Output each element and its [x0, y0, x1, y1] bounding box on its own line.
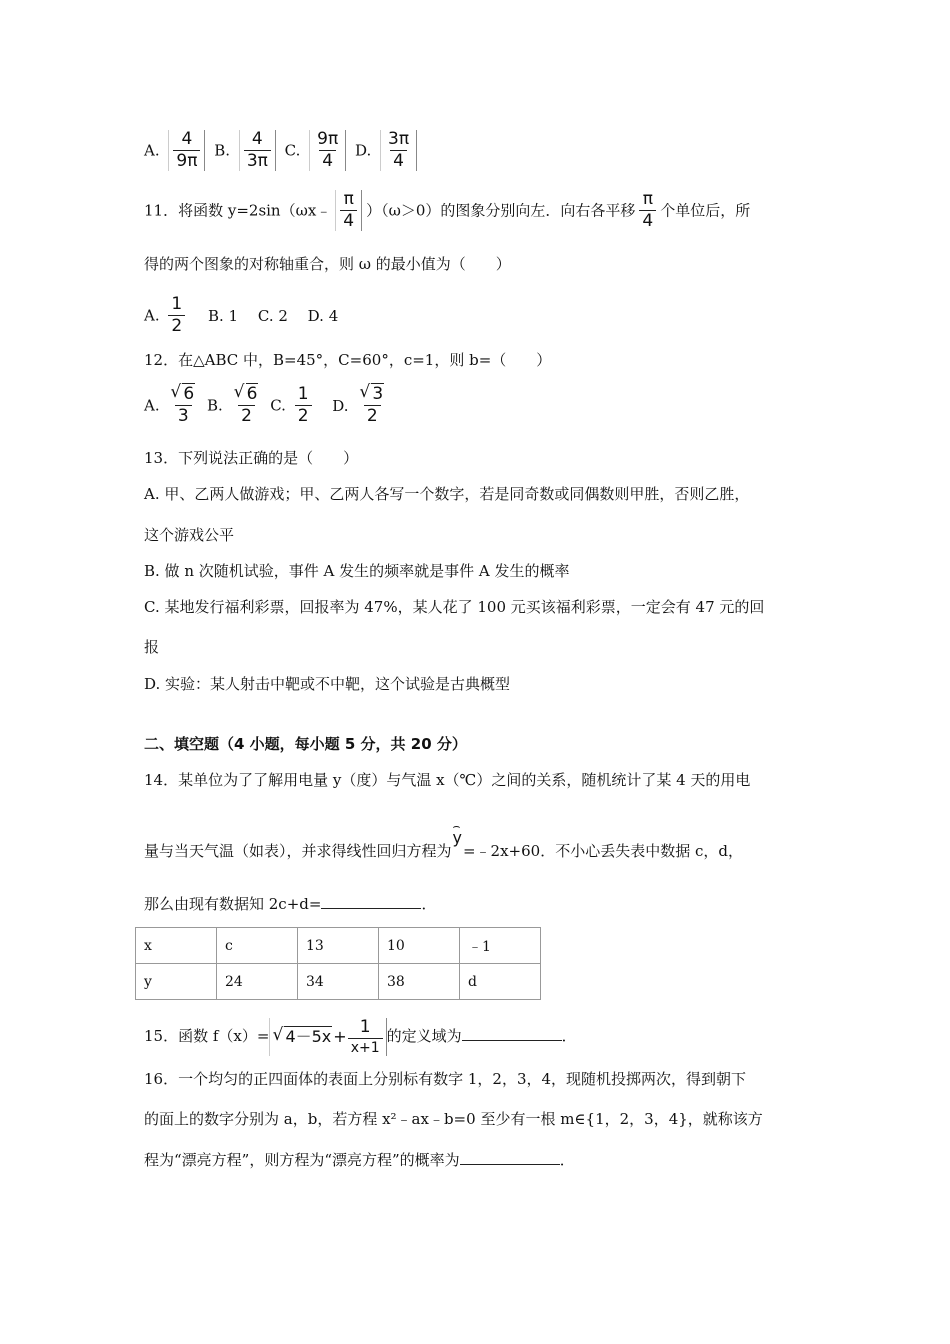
table-row: [136, 964, 541, 1000]
table-cell: 38: [379, 964, 460, 1000]
q10-option-d-label: D.: [355, 141, 372, 160]
q10-option-d-fraction: $\frac{3\pi}{4}$: [380, 130, 417, 171]
q14-line1: 14．某单位为了了解用电量 y（度）与气温 x（℃）之间的关系，随机统计了某 4 天的用电: [144, 771, 751, 789]
q12-option-c-fraction: $\frac{1}{2}$: [295, 385, 312, 426]
q13-option-a-line1: A. 甲、乙两人做游戏；甲、乙两人各写一个数字，若是同奇数或同偶数则甲胜，否则乙胜，: [144, 485, 750, 503]
q11-stem-line2: 得的两个图象的对称轴重合，则 ω 的最小值为（ ）: [144, 255, 511, 273]
table-cell: c: [217, 928, 298, 964]
q11-shift-fraction: $\frac{\pi}{4}$: [639, 190, 656, 231]
table-cell: d: [460, 964, 541, 1000]
table-cell: 13: [298, 928, 379, 964]
q16-line2: 的面上的数字分别为 a，b，若方程 x²﹣ax﹣b=0 至少有一根 m∈{1，2，3，4}，就称该方: [144, 1110, 763, 1128]
q12-option-b-fraction: √ $\frac{6}{2}$: [232, 385, 262, 426]
table-cell: ﹣1: [460, 928, 541, 964]
q15-answer-blank[interactable]: [462, 1026, 562, 1041]
q10-option-b-label: B.: [214, 141, 231, 160]
q10-option-c-fraction: $\frac{9\pi}{4}$: [309, 130, 346, 171]
q16-line1: 16．一个均匀的正四面体的表面上分别标有数字 1，2，3，4，现随机投掷两次，得到朝下: [144, 1070, 747, 1088]
table-row: [136, 928, 541, 964]
q14-line2: 量与当天气温（如表），并求得线性回归方程为⌢ y=﹣2x+60．不小心丢失表中数据 c，d，: [144, 840, 743, 861]
q10-options: [144, 130, 421, 171]
y-hat-symbol: ⌢ y: [453, 828, 462, 848]
q11-pi-over-4: $\frac{\pi}{4}$: [335, 190, 362, 231]
q13-option-c-line1: C. 某地发行福利彩票，回报率为 47%，某人花了 100 元买该福利彩票，一定会有 47 元的回: [144, 598, 765, 616]
q11-option-a-fraction: $\frac{1}{2}$: [168, 295, 185, 336]
q12-stem: 12．在△ABC 中，B=45°，C=60°，c=1，则 b=（ ）: [144, 351, 552, 369]
q12-option-d-fraction: √ $\frac{3}{2}$: [357, 385, 387, 426]
q14-line3: 那么由现有数据知 2c+d= ．: [144, 895, 437, 913]
section-fill-in-title: 二、填空题（4 小题，每小题 5 分，共 20 分）: [144, 735, 467, 753]
q16-line3: 程为“漂亮方程”，则方程为“漂亮方程”的概率为 ．: [144, 1151, 575, 1169]
q15-function-expression: √ 4－5x + $\frac{1}{x+1}$: [269, 1018, 386, 1056]
q13-stem: 13．下列说法正确的是（ ）: [144, 449, 359, 467]
table-cell: x: [136, 928, 217, 964]
q13-option-d: D. 实验：某人射击中靶或不中靶，这个试验是古典概型: [144, 675, 511, 693]
q10-option-a-fraction: $\frac{4}{9\pi}$: [168, 130, 205, 171]
q11-stem-line1: 11．将函数 y=2sin（ωx﹣ $\frac{\pi}{4}$ ）（ω＞0）的图象分别向左．向右各平移 $\frac{\pi}{4}$ 个单位后，所: [144, 189, 751, 231]
table-cell: y: [136, 964, 217, 1000]
q12-options: A. √ $\frac{6}{3}$ B. √ $\frac{6}{2}$ C. $\frac{1}{2}$ D. √ $\frac{3}{2}$: [144, 385, 391, 426]
q16-answer-blank[interactable]: [460, 1150, 560, 1165]
q10-option-c-label: C.: [284, 141, 301, 160]
table-cell: 34: [298, 964, 379, 1000]
q10-option-a-label: A.: [144, 141, 160, 160]
q13-option-a-line2: 这个游戏公平: [144, 526, 235, 544]
q14-answer-blank[interactable]: [321, 894, 421, 909]
q14-data-table: [135, 927, 541, 1000]
q10-option-b-fraction: $\frac{4}{3\pi}$: [239, 130, 276, 171]
table-cell: 10: [379, 928, 460, 964]
q15-line: 15．函数 f（x）= √ 4－5x + $\frac{1}{x+1}$ 的定义域为 ．: [144, 1018, 577, 1056]
q11-options: A. $\frac{1}{2}$ B. 1 C. 2 D. 4: [144, 294, 339, 336]
q12-option-a-fraction: √ $\frac{6}{3}$: [168, 385, 198, 426]
q13-option-c-line2: 报: [144, 638, 160, 656]
q13-option-b: B. 做 n 次随机试验，事件 A 发生的频率就是事件 A 发生的概率: [144, 562, 570, 580]
table-cell: 24: [217, 964, 298, 1000]
